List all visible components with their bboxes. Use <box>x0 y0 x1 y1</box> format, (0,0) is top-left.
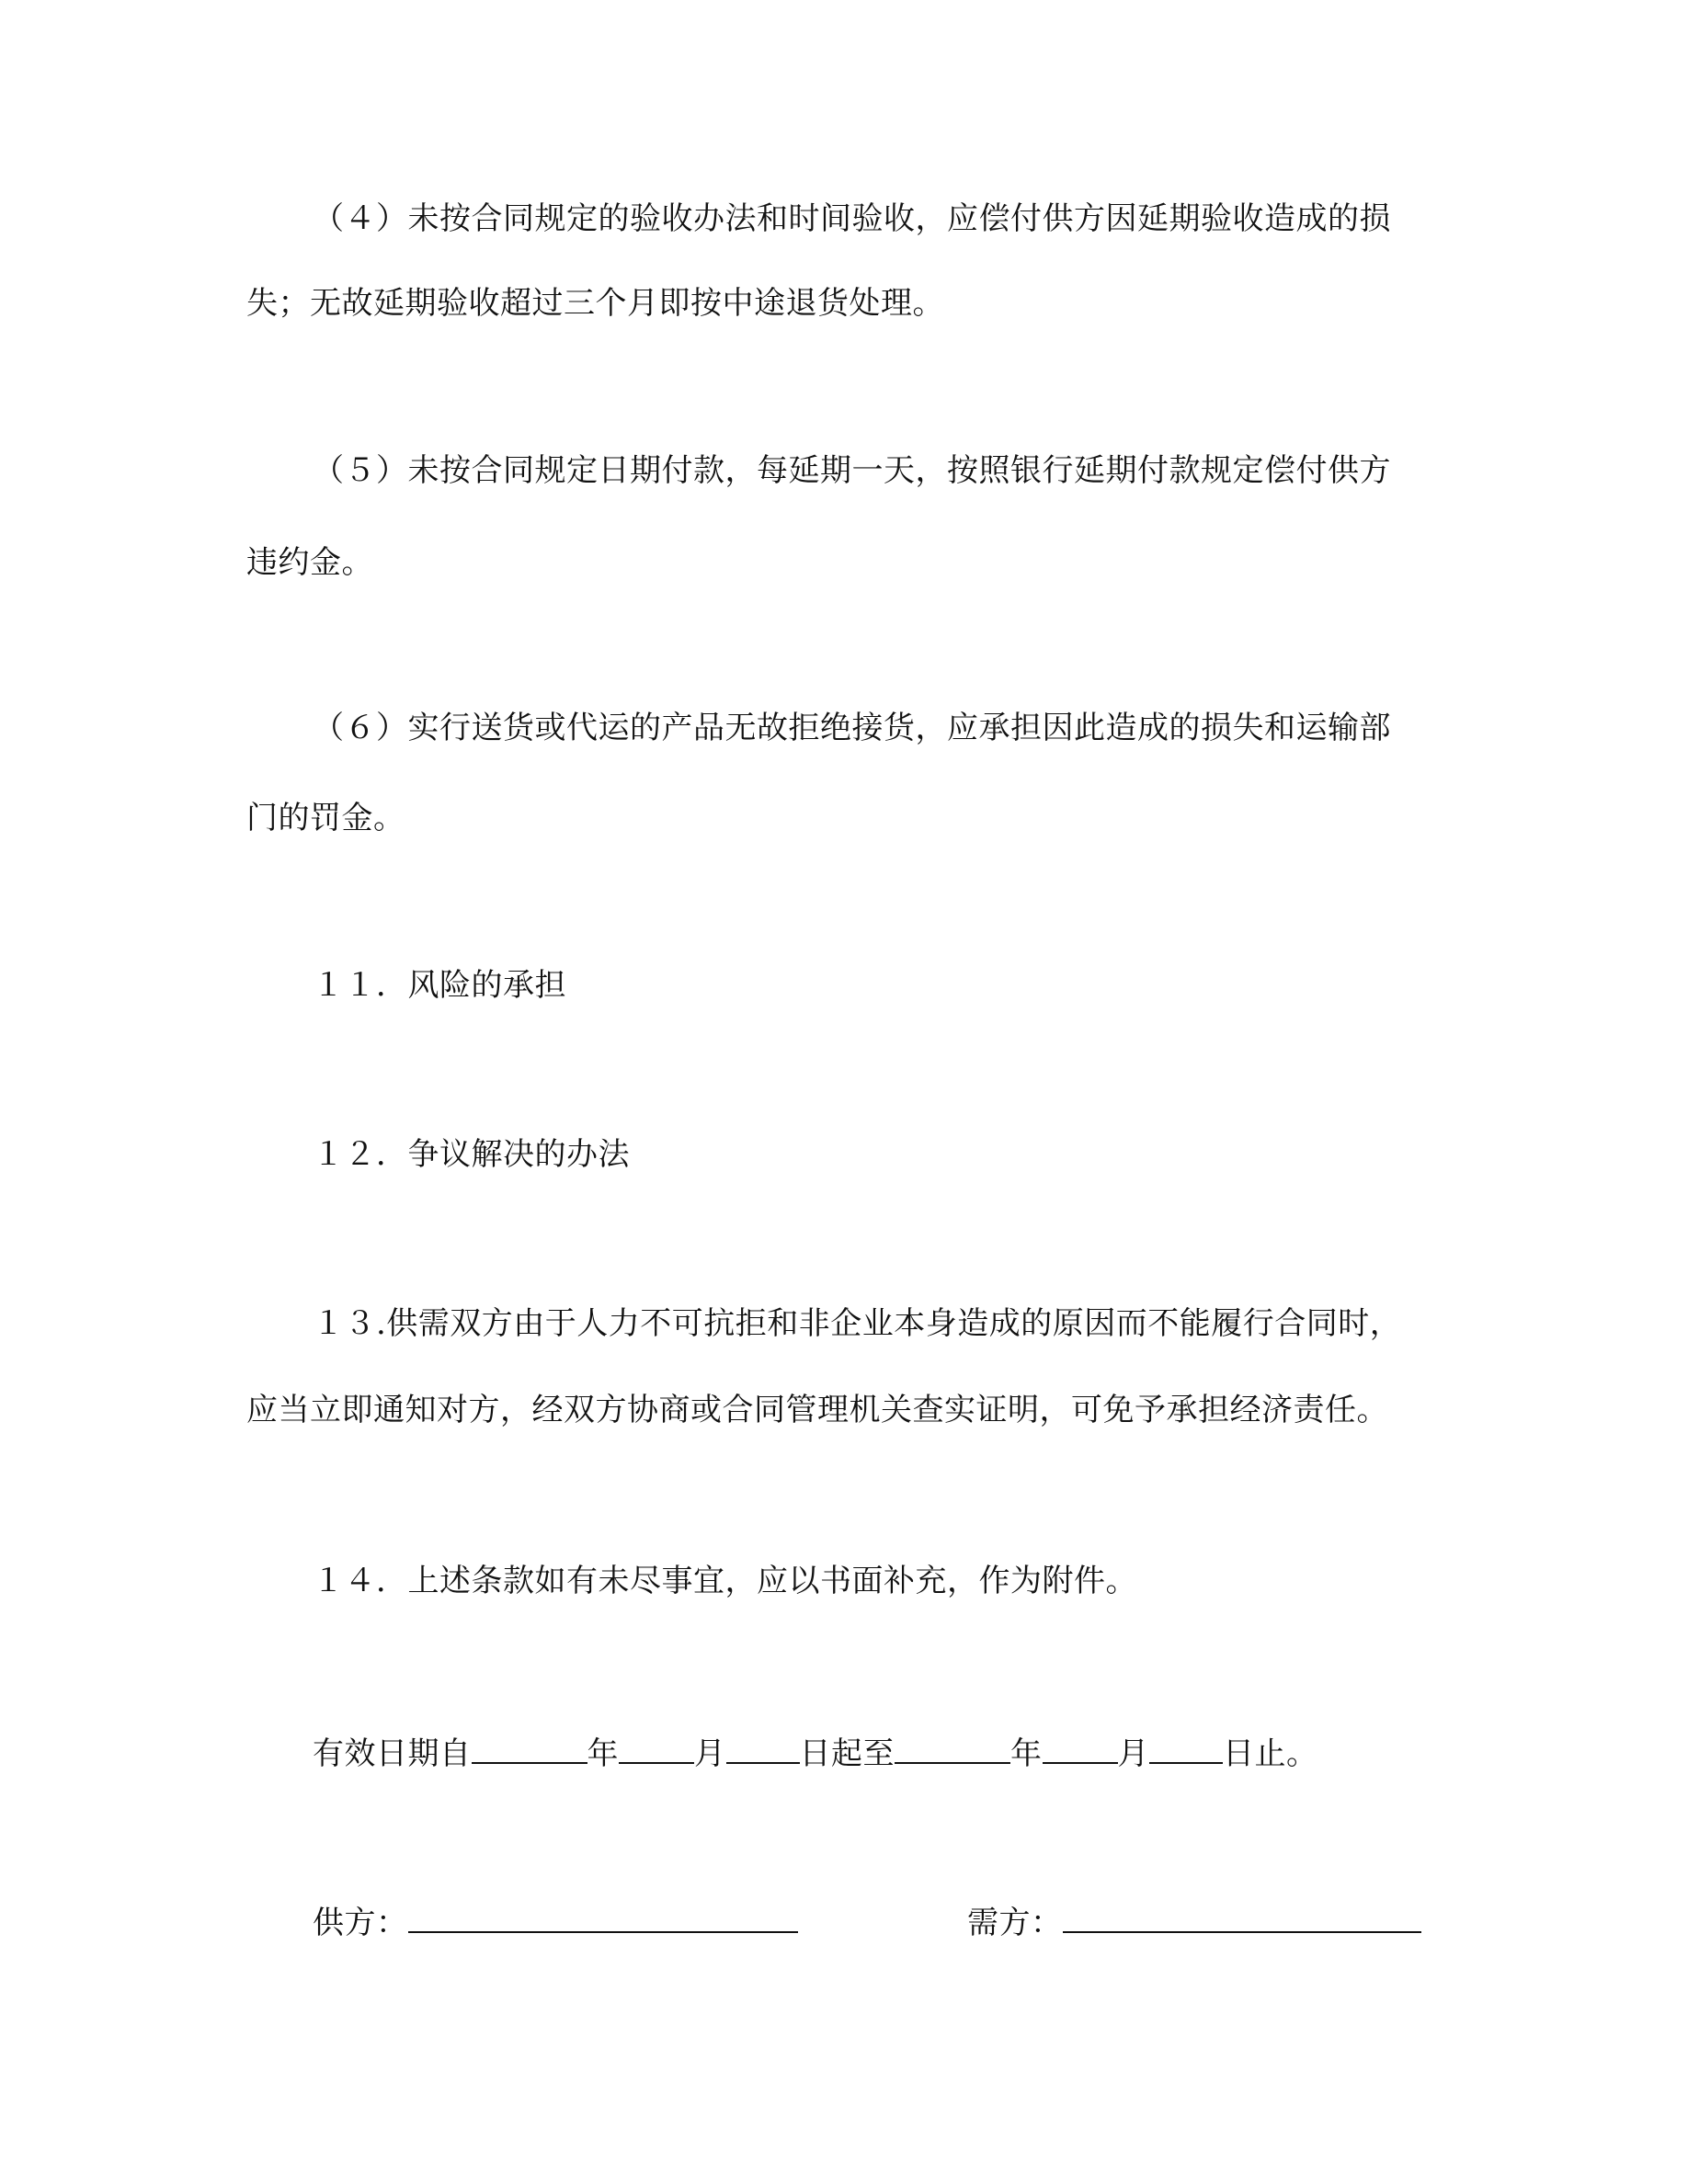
supplier-signature-blank[interactable] <box>408 1904 798 1933</box>
buyer-label: 需方： <box>967 1905 1063 1941</box>
section-13-line-1: １３.供需双方由于人力不可抗拒和非企业本身造成的原因而不能履行合同时， <box>313 1305 1402 1342</box>
validity-line <box>313 1732 1318 1776</box>
start-year-label: 年 <box>587 1735 619 1772</box>
buyer-signature-blank[interactable] <box>1063 1904 1421 1933</box>
start-month-label: 月 <box>694 1735 726 1772</box>
clause-4-line-2: 失；无故延期验收超过三个月即按中途退货处理。 <box>246 285 944 322</box>
section-13-line-2: 应当立即通知对方，经双方协商或合同管理机关查实证明，可免予承担经济责任。 <box>246 1392 1388 1428</box>
clause-5-line-1: （５）未按合同规定日期付款，每延期一天，按照银行延期付款规定偿付供方 <box>313 452 1391 489</box>
section-11-heading: １１．风险的承担 <box>313 967 566 1004</box>
clause-5-line-2: 违约金。 <box>246 544 373 581</box>
end-day-blank[interactable] <box>1149 1735 1223 1764</box>
start-day-blank[interactable] <box>726 1735 800 1764</box>
start-year-blank[interactable] <box>472 1735 587 1764</box>
end-year-blank[interactable] <box>895 1735 1010 1764</box>
section-14-text: １４．上述条款如有未尽事宜，应以书面补充，作为附件。 <box>313 1563 1137 1599</box>
clause-6-line-2: 门的罚金。 <box>246 800 405 836</box>
end-year-label: 年 <box>1010 1735 1043 1772</box>
clause-4-line-1: （４）未按合同规定的验收办法和时间验收，应偿付供方因延期验收造成的损 <box>313 200 1391 237</box>
start-month-blank[interactable] <box>619 1735 694 1764</box>
clause-6-line-1: （６）实行送货或代运的产品无故拒绝接货，应承担因此造成的损失和运输部 <box>313 710 1391 746</box>
buyer-signature <box>967 1901 1421 1945</box>
end-month-label: 月 <box>1117 1735 1149 1772</box>
validity-prefix: 有效日期自 <box>313 1735 472 1772</box>
end-month-blank[interactable] <box>1043 1735 1118 1764</box>
end-day-label: 日止。 <box>1223 1735 1318 1772</box>
start-day-label: 日起至 <box>799 1735 895 1772</box>
supplier-label: 供方： <box>313 1905 408 1941</box>
supplier-signature <box>313 1901 798 1945</box>
section-12-heading: １２．争议解决的办法 <box>313 1136 630 1173</box>
